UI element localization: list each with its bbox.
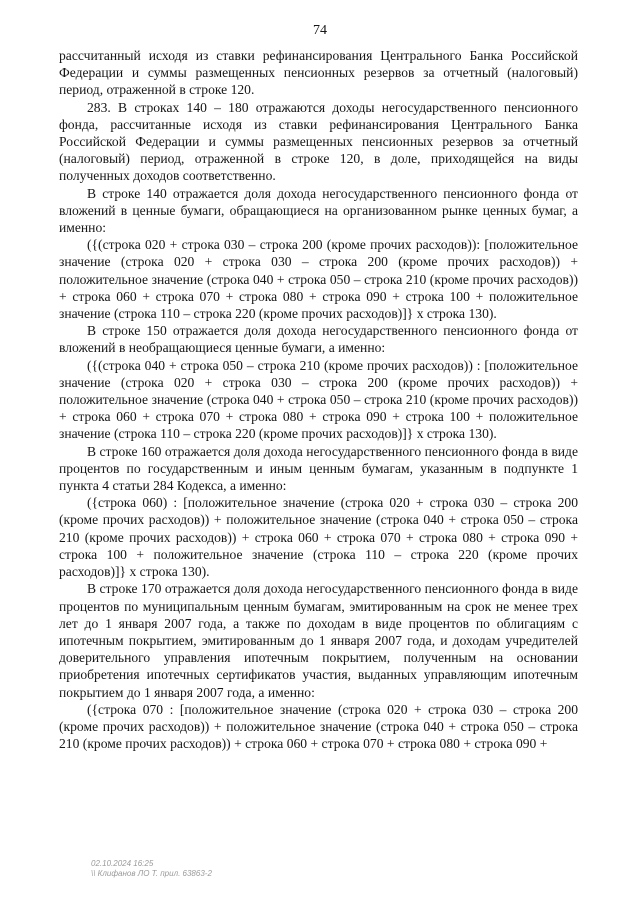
formula-line-170: ({строка 070 : [положительное значение (строка 020 + строка 030 – строка 200 (кроме прочих расходов)) + положительное значение (строка 040 + строка 050 – строка 210 (кроме прочих расходов)) + строка 060 + строка 070 + строка 080 + строка 090 + [59,701,578,752]
formula-line-150: ({(строка 040 + строка 050 – строка 210 (кроме прочих расходов)) : [положительное значение (строка 020 + строка 030 – строка 200 (кроме прочих расходов)) + положительное значение (строка 040 + строка 050 – строка 210 (кроме прочих расходов)) + строка 060 + строка 070 + строка 080 + строка 090 + строка 100 + положительное значение (строка 110 – строка 220 (кроме прочих расходов)]} x строка 130). [59,357,578,442]
document-body [59,47,578,752]
footer-file-path: \\ Клифанов ЛО Т. прил. 63863-2 [91,869,212,878]
paragraph-line-170: В строке 170 отражается доля дохода негосударственного пенсионного фонда в виде процентов по муниципальным ценным бумагам, эмитированным на срок не менее трех лет до 1 января 2007 года, а также по доходам в виде процентов по облигациям с ипотечным покрытием, эмитированным до 1 января 2007 года, и доходам учредителей доверительного управления ипотечным покрытием, полученным на основании приобретения ипотечных сертификатов участия, выданных управляющим ипотечным покрытием до 1 января 2007 года, а именно: [59,581,578,700]
paragraph-line-160: В строке 160 отражается доля дохода негосударственного пенсионного фонда в виде процентов по государственным и иным ценным бумагам, указанным в подпункте 1 пункта 4 статьи 284 Кодекса, а именно: [59,443,578,494]
formula-line-140: ({(строка 020 + строка 030 – строка 200 (кроме прочих расходов)): [положительное значение (строка 020 + строка 030 – строка 200 (кроме прочих расходов)) + положительное значение (строка 040 + строка 050 – строка 210 (кроме прочих расходов)) + строка 060 + строка 070 + строка 080 + строка 090 + строка 100 + положительное значение (строка 110 – строка 220 (кроме прочих расходов)]} x строка 130). [59,237,578,322]
paragraph-continuation: рассчитанный исходя из ставки рефинансирования Центрального Банка Российской Федерации и суммы размещенных пенсионных резервов за отчетный (налоговый) период, отраженной в строке 120. [59,48,578,98]
paragraph-283: 283. В строках 140 – 180 отражаются доходы негосударственного пенсионного фонда, рассчитанные исходя из ставки рефинансирования Центрального Банка Российской Федерации и суммы размещенных пенсионных резервов за отчетный (налоговый) период, отраженной в строке 120, в доле, приходящейся на виды полученных доходов соответственно. [59,99,578,184]
footer-timestamp: 02.10.2024 16:25 [91,859,154,868]
page-number: 74 [313,23,327,38]
print-footer [91,859,212,879]
paragraph-line-150: В строке 150 отражается доля дохода негосударственного пенсионного фонда от вложений в необращающиеся ценные бумаги, а именно: [59,323,578,356]
formula-line-160: ({строка 060) : [положительное значение (строка 020 + строка 030 – строка 200 (кроме прочих расходов)) + положительное значение (строка 040 + строка 050 – строка 210 (кроме прочих расходов)) + строка 060 + строка 070 + строка 080 + строка 090 + строка 100 + положительное значение (строка 110 – строка 220 (кроме прочих расходов)]} x строка 130). [59,495,578,580]
paragraph-line-140: В строке 140 отражается доля дохода негосударственного пенсионного фонда от вложений в ценные бумаги, обращающиеся на организованном рынке ценных бумаг, а именно: [59,185,578,236]
